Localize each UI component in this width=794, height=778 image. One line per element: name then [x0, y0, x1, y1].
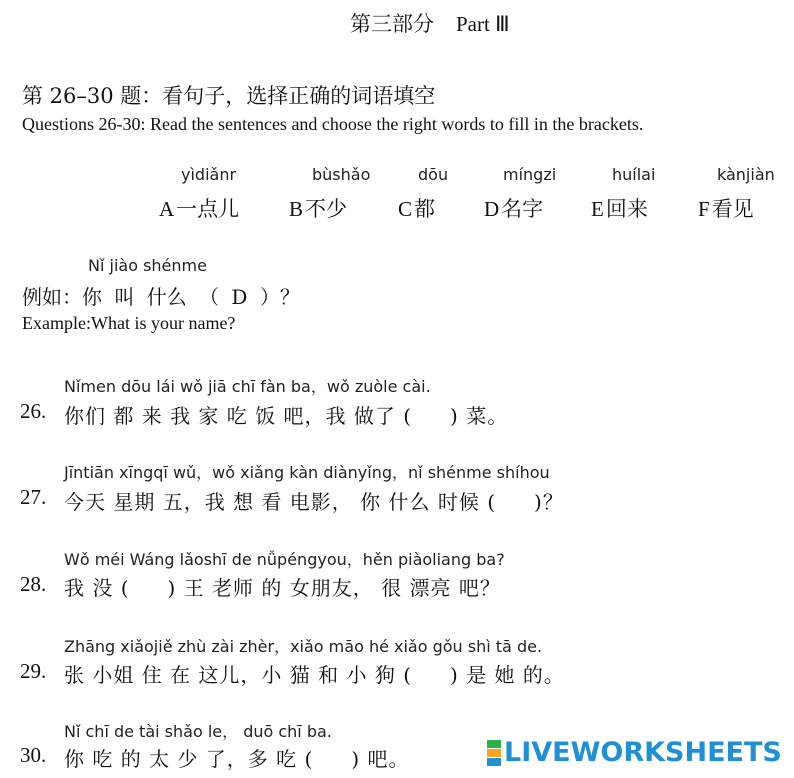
sentence-after: ) 菜。	[450, 404, 509, 428]
liveworksheets-logo	[487, 737, 782, 768]
option-b	[289, 193, 347, 223]
page-title	[350, 8, 510, 38]
option-d	[484, 193, 543, 223]
sentence-before: 你 吃 的 太 少 了，多 吃 (	[64, 747, 314, 771]
question-30-number: 30.	[20, 743, 47, 767]
sentence-after: ) 是 她 的。	[450, 663, 565, 687]
answer-blank-27[interactable]	[496, 494, 534, 514]
answer-blank-26[interactable]	[412, 408, 450, 428]
option-a-pinyin: yìdiǎnr	[181, 165, 237, 184]
option-f-pinyin: kànjiàn	[717, 165, 775, 184]
option-letter: E	[591, 197, 604, 221]
sentence-before: 今天 星期 五，我 想 看 电影， 你 什么 时候 (	[64, 490, 497, 514]
sentence-before: 我 没 (	[64, 576, 130, 600]
question-29-sentence	[64, 659, 565, 688]
instructions-zh: 第 26–30 题：看句子，选择正确的词语填空	[22, 84, 436, 108]
question-28-number: 28.	[20, 572, 47, 596]
option-d-pinyin: míngzi	[503, 165, 557, 184]
sentence-after: ) 王 老师 的 女朋友， 很 漂亮 吧？	[167, 576, 501, 600]
option-e	[591, 193, 648, 223]
title-zh: 第三部分	[350, 12, 434, 36]
question-26-number: 26.	[20, 399, 47, 423]
question-27-number: 27.	[20, 485, 47, 509]
sentence-before: 张 小姐 住 在 这儿，小 猫 和 小 狗 (	[64, 663, 413, 687]
question-28-pinyin: Wǒ méi Wáng lǎoshī de nǚpéngyou，hěn piàoliang ba?	[64, 550, 505, 569]
title-en: Part Ⅲ	[456, 12, 510, 36]
sentence-before: 你们 都 来 我 家 吃 饭 吧，我 做了 (	[64, 404, 413, 428]
question-27-pinyin: Jīntiān xīngqī wǔ，wǒ xiǎng kàn diànyǐng，nǐ shénme shíhou	[64, 463, 550, 482]
question-30-pinyin: Nǐ chī de tài shǎo le， duō chī ba.	[64, 722, 332, 741]
example-sentence: 例如：你 叫 什么 （ D ）？	[22, 285, 300, 309]
answer-blank-30[interactable]	[313, 751, 351, 771]
option-letter: A	[159, 197, 175, 221]
example-pinyin: Nǐ jiào shénme	[88, 256, 207, 275]
question-26-sentence	[64, 400, 508, 429]
option-a	[159, 193, 239, 223]
answer-blank-29[interactable]	[412, 667, 450, 687]
option-f	[698, 193, 754, 223]
option-word: 不少	[305, 197, 348, 221]
example-english: Example:What is your name?	[22, 313, 236, 333]
option-b-pinyin: bùshǎo	[312, 165, 371, 184]
option-letter: F	[698, 197, 710, 221]
question-27-sentence	[64, 486, 564, 515]
watermark-text: LIVEWORKSHEETS	[504, 737, 782, 768]
option-letter: D	[484, 197, 500, 221]
option-c-pinyin: dōu	[418, 165, 449, 184]
question-29-number: 29.	[20, 659, 47, 683]
option-letter: B	[289, 197, 304, 221]
question-30-sentence	[64, 743, 409, 772]
option-letter: C	[398, 197, 413, 221]
answer-blank-28[interactable]	[130, 580, 168, 600]
option-word: 一点儿	[176, 197, 240, 221]
option-e-pinyin: huílai	[612, 165, 656, 184]
liveworksheets-logo-icon	[487, 740, 501, 766]
question-26-pinyin: Nǐmen dōu lái wǒ jiā chī fàn ba，wǒ zuòle cài.	[64, 377, 431, 396]
option-word: 看见	[711, 197, 754, 221]
question-29-pinyin: Zhāng xiǎojiě zhù zài zhèr，xiǎo māo hé xiǎo gǒu shì tā de.	[64, 637, 543, 656]
option-c	[398, 193, 435, 223]
question-28-sentence	[64, 572, 501, 601]
sentence-after: )？	[534, 490, 564, 514]
option-word: 都	[414, 197, 436, 221]
option-word: 回来	[605, 197, 648, 221]
option-word: 名字	[501, 197, 544, 221]
instructions-en: Questions 26-30: Read the sentences and choose the right words to fill in the brackets.	[22, 114, 644, 134]
sentence-after: ) 吧。	[351, 747, 410, 771]
